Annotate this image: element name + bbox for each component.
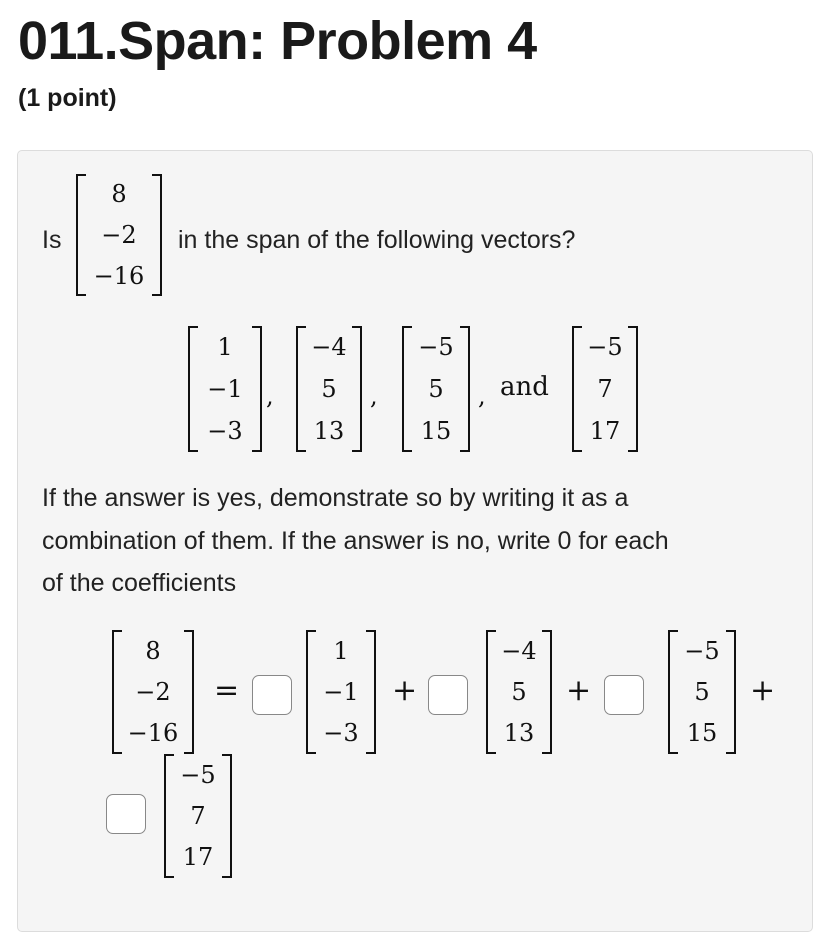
matrix-entry: 5 bbox=[428, 375, 444, 403]
instruction-line: combination of them. If the answer is no, write 0 for each bbox=[42, 527, 669, 555]
matrix-entry: 15 bbox=[686, 719, 718, 748]
comma: , bbox=[478, 382, 486, 410]
matrix-entry: 5 bbox=[511, 677, 527, 706]
plus-sign: + bbox=[750, 673, 776, 708]
vector-4 bbox=[572, 326, 638, 452]
matrix-entry: 13 bbox=[313, 417, 345, 445]
matrix-entry: 1 bbox=[217, 333, 233, 361]
matrix-entry: 7 bbox=[597, 375, 613, 403]
matrix-entry: 5 bbox=[321, 375, 337, 403]
matrix-entry: 13 bbox=[503, 719, 535, 748]
vector-3 bbox=[402, 326, 470, 452]
matrix-entry: −4 bbox=[311, 333, 347, 361]
matrix-entry: −16 bbox=[127, 719, 179, 748]
plus-sign: + bbox=[392, 673, 418, 708]
coefficient-input-4[interactable] bbox=[106, 794, 146, 834]
equation-vector-2 bbox=[486, 630, 552, 754]
matrix-entry: −2 bbox=[101, 220, 137, 249]
matrix-entry: −1 bbox=[207, 375, 243, 403]
matrix-entry: −1 bbox=[323, 677, 359, 706]
matrix-entry: 1 bbox=[333, 636, 349, 665]
comma: , bbox=[370, 382, 378, 410]
and-word: and bbox=[500, 372, 549, 402]
matrix-entry: 15 bbox=[420, 417, 452, 445]
matrix-entry: −2 bbox=[135, 677, 171, 706]
equals-sign: = bbox=[214, 673, 240, 708]
span-question-text: in the span of the following vectors? bbox=[178, 226, 576, 254]
instruction-line: of the coefficients bbox=[42, 569, 237, 597]
matrix-entry: 17 bbox=[182, 843, 214, 872]
matrix-entry: −16 bbox=[93, 261, 145, 290]
matrix-entry: −5 bbox=[587, 333, 623, 361]
matrix-entry: 5 bbox=[694, 677, 710, 706]
matrix-entry: −3 bbox=[207, 417, 243, 445]
matrix-entry: 17 bbox=[589, 417, 621, 445]
plus-sign: + bbox=[566, 673, 592, 708]
coefficient-input-1[interactable] bbox=[252, 675, 292, 715]
equation-vector-3 bbox=[668, 630, 736, 754]
is-label: Is bbox=[42, 226, 62, 254]
matrix-entry: −5 bbox=[180, 760, 216, 789]
target-vector bbox=[76, 174, 162, 296]
matrix-entry: 8 bbox=[111, 180, 127, 209]
matrix-entry: −3 bbox=[323, 719, 359, 748]
problem-title: 011.Span: Problem 4 bbox=[18, 11, 537, 71]
instruction-line: If the answer is yes, demonstrate so by writing it as a bbox=[42, 484, 629, 512]
matrix-entry: −5 bbox=[684, 636, 720, 665]
vector-2 bbox=[296, 326, 362, 452]
point-value: (1 point) bbox=[18, 84, 117, 112]
matrix-entry: −4 bbox=[501, 636, 537, 665]
matrix-entry: 7 bbox=[190, 801, 206, 830]
comma: , bbox=[266, 382, 274, 410]
equation-vector-4 bbox=[164, 754, 232, 878]
equation-vector-1 bbox=[306, 630, 376, 754]
matrix-entry: 8 bbox=[145, 636, 161, 665]
vector-1 bbox=[188, 326, 262, 452]
coefficient-input-2[interactable] bbox=[428, 675, 468, 715]
coefficient-input-3[interactable] bbox=[604, 675, 644, 715]
matrix-entry: −5 bbox=[418, 333, 454, 361]
equation-target-vector bbox=[112, 630, 194, 754]
